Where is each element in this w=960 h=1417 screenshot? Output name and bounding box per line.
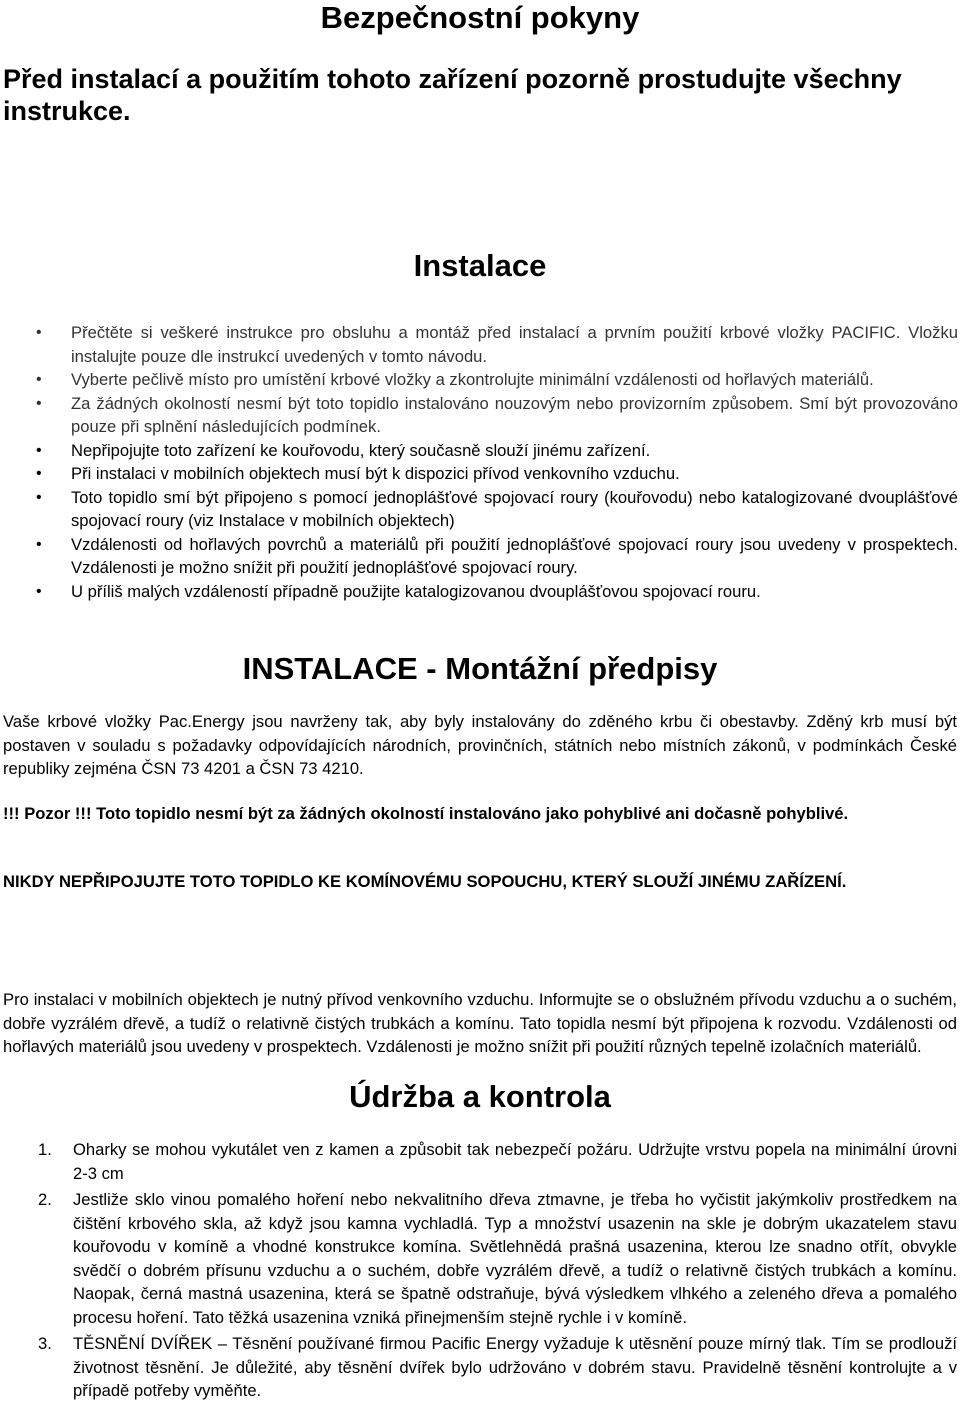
intro-warning: Před instalací a použitím tohoto zařízení pozorně prostudujte všechny instrukce. <box>3 64 902 126</box>
bullet-icon: • <box>36 465 42 482</box>
list-item-text: Vyberte pečlivě místo pro umístění krbové vložky a zkontrolujte minimální vzdálenosti od hořlavých materiálů. <box>71 370 874 389</box>
list-item <box>0 1332 960 1403</box>
bullet-icon: • <box>36 441 42 459</box>
list-item-text: Přečtěte si veškeré instrukce pro obsluhu a montáž před instalací a prvním použití krbové vložky PACIFIC. Vložku instalujte pouze dle instrukcí uvedených v tomto návodu. <box>71 323 958 366</box>
list-item-text: Nepřipojujte toto zařízení ke kouřovodu, který současně slouží jinému zařízení. <box>71 440 651 460</box>
bullet-icon: • <box>36 394 42 412</box>
bullet-icon: • <box>36 324 42 341</box>
section-heading-instalace: Instalace <box>413 248 547 283</box>
list-item <box>0 1188 960 1329</box>
montaz-note: Pro instalaci v mobilních objektech je nutný přívod venkovního vzduchu. Informujte se o obslužném přívodu vzduchu a o suchém, dobře vyzrálém dřevě, a tudíž o relativně čistých trubkách a komínu. Tato topidla nesmí být připojena k rozvodu. Vzdálenosti od hořlavých materiálů jsou uvedeny v prospektech. Vzdálenosti je možno snížit při použití různých tepelně izolačních materiálů. <box>3 990 957 1056</box>
montaz-caps-warning: NIKDY NEPŘIPOJUJTE TOTO TOPIDLO KE KOMÍNOVÉMU SOPOUCHU, KTERÝ SLOUŽÍ JINÉMU ZAŘÍZENÍ. <box>3 872 847 891</box>
list-item <box>0 533 960 580</box>
list-item <box>0 462 960 486</box>
list-item <box>0 486 960 533</box>
list-item-text: Vzdálenosti od hořlavých povrchů a materiálů při použití jednoplášťové spojovací roury jsou uvedeny v prospektech. Vzdálenosti je možno snížit při použití jednoplášťové spojovací roury. <box>71 534 958 577</box>
list-item-text: Při instalaci v mobilních objektech musí být k dispozici přívod venkovního vzduchu. <box>71 464 680 483</box>
montaz-warning: !!! Pozor !!! Toto topidlo nesmí být za žádných okolností instalováno jako pohyblivé ani dočasně pohyblivé. <box>3 804 849 823</box>
list-item <box>0 439 960 463</box>
list-item <box>0 321 960 368</box>
section-heading-udrzba: Údržba a kontrola <box>349 1079 611 1114</box>
list-item <box>0 580 960 604</box>
list-item-text: TĚSNĚNÍ DVÍŘEK – Těsnění používané firmou Pacific Energy vyžaduje k utěsnění pouze mírný tlak. Tím se prodlouží životnost těsnění. Je důležité, aby těsnění dvířek bylo udržováno v dobrém stavu. Pravidelně těsnění kontrolujte a v případě potřeby vyměňte. <box>73 1334 957 1400</box>
bullet-icon: • <box>36 371 42 388</box>
page-title: Bezpečnostní pokyny <box>320 0 640 35</box>
list-item <box>0 368 960 392</box>
list-item-text: Za žádných okolností nesmí být toto topidlo instalováno nouzovým nebo provizorním způsobem. Smí být provozováno pouze při splnění následujících podmínek. <box>71 393 958 436</box>
instalace-bullet-list <box>0 321 960 603</box>
list-item <box>0 1138 960 1185</box>
list-item-text: Toto topidlo smí být připojeno s pomocí jednoplášťové spojovací roury (kouřovodu) nebo katalogizované dvouplášťové spojovací roury (viz Instalace v mobilních objektech) <box>71 487 958 530</box>
udrzba-numbered-list <box>0 1138 960 1406</box>
list-item-number: 2. <box>38 1190 52 1209</box>
list-item-text: Oharky se mohou vykutálet ven z kamen a způsobit tak nebezpečí požáru. Udržujte vrstvu popela na minimální úrovni 2-3 cm <box>73 1140 957 1183</box>
list-item <box>0 392 960 439</box>
section-heading-montaz: INSTALACE - Montážní předpisy <box>242 651 718 686</box>
bullet-icon: • <box>36 535 42 553</box>
list-item-text: Jestliže sklo vinou pomalého hoření nebo nekvalitního dřeva ztmavne, je třeba ho vyčistit jakýmkoliv prostředkem na čištění krbového skla, až když jsou kamna vychladlá. Typ a množství usazenin na skle je dobrým ukazatelem stavu kouřovodu v komíně a vhodné konstrukce komína. Světlehnědá prašná usazenina, kterou lze snadno otřít, obvykle svědčí o dobrém přísunu vzduchu a o suchém, dobře vyzrálém dřevě, a tudíž o relativně čistých trubkách a komínu. Naopak, černá mastná usazenina, která se špatně odstraňuje, bývá výsledkem vlhkého a zeleného dřeva a pomalého procesu hoření. Tato těžká usazenina vzniká přinejmenším stejně rychle i v komíně. <box>73 1190 957 1327</box>
list-item-number: 1. <box>38 1140 52 1159</box>
montaz-paragraph: Vaše krbové vložky Pac.Energy jsou navrženy tak, aby byly instalovány do zděného krbu či obestavby. Zděný krb musí být postaven v souladu s požadavky odpovídajících národních, provinčních, státních nebo místních zákonů, v podmínkách České republiky zejména ČSN 73 4201 a ČSN 73 4210. <box>3 712 957 778</box>
bullet-icon: • <box>36 582 42 600</box>
list-item-text: U příliš malých vzdáleností případně použijte katalogizovanou dvouplášťovou spojovací rouru. <box>71 581 761 601</box>
bullet-icon: • <box>36 488 42 506</box>
list-item-number: 3. <box>38 1334 52 1353</box>
